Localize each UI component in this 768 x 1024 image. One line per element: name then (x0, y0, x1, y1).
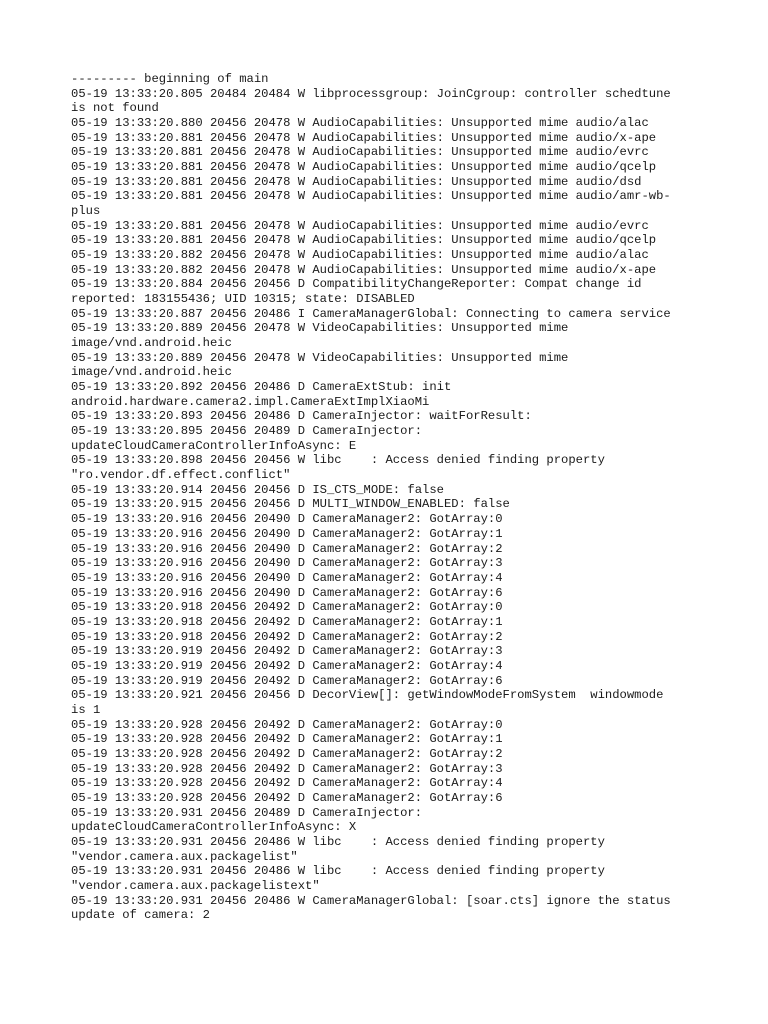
log-line: "vendor.camera.aux.packagelist" (71, 849, 298, 864)
log-line: 05-19 13:33:20.915 20456 20456 D MULTI_WINDOW_ENABLED: false (71, 497, 510, 512)
log-line: 05-19 13:33:20.889 20456 20478 W VideoCapabilities: Unsupported mime (71, 321, 569, 336)
log-line: 05-19 13:33:20.931 20456 20486 W CameraManagerGlobal: [soar.cts] ignore the status (71, 893, 671, 908)
log-line: 05-19 13:33:20.805 20484 20484 W libprocessgroup: JoinCgroup: controller schedtune (71, 86, 671, 101)
log-line: 05-19 13:33:20.931 20456 20486 W libc : Access denied finding property (71, 834, 605, 849)
log-line: 05-19 13:33:20.931 20456 20489 D CameraInjector: (71, 805, 423, 820)
log-line: "ro.vendor.df.effect.conflict" (71, 468, 291, 483)
log-line: 05-19 13:33:20.916 20456 20490 D CameraManager2: GotArray:2 (71, 541, 503, 556)
log-line: 05-19 13:33:20.928 20456 20492 D CameraManager2: GotArray:4 (71, 776, 503, 791)
log-line: 05-19 13:33:20.916 20456 20490 D CameraManager2: GotArray:3 (71, 556, 503, 571)
log-line: 05-19 13:33:20.919 20456 20492 D CameraManager2: GotArray:6 (71, 673, 503, 688)
log-line: image/vnd.android.heic (71, 336, 232, 351)
log-line: 05-19 13:33:20.928 20456 20492 D CameraManager2: GotArray:3 (71, 761, 503, 776)
log-line: 05-19 13:33:20.928 20456 20492 D CameraManager2: GotArray:2 (71, 746, 503, 761)
log-line: 05-19 13:33:20.916 20456 20490 D CameraManager2: GotArray:1 (71, 526, 503, 541)
log-line: 05-19 13:33:20.880 20456 20478 W AudioCapabilities: Unsupported mime audio/alac (71, 116, 649, 131)
log-output (71, 72, 696, 923)
log-line: 05-19 13:33:20.882 20456 20478 W AudioCapabilities: Unsupported mime audio/x-ape (71, 262, 657, 277)
log-line: 05-19 13:33:20.881 20456 20478 W AudioCapabilities: Unsupported mime audio/evrc (71, 218, 649, 233)
log-line: 05-19 13:33:20.928 20456 20492 D CameraManager2: GotArray:0 (71, 717, 503, 732)
log-line: 05-19 13:33:20.918 20456 20492 D CameraManager2: GotArray:0 (71, 600, 503, 615)
log-line: 05-19 13:33:20.921 20456 20456 D DecorView[]: getWindowModeFromSystem windowmode (71, 688, 664, 703)
log-line: 05-19 13:33:20.895 20456 20489 D CameraInjector: (71, 424, 423, 439)
log-line: is not found (71, 101, 159, 116)
log-line: 05-19 13:33:20.919 20456 20492 D CameraManager2: GotArray:4 (71, 658, 503, 673)
log-line: --------- beginning of main (71, 72, 269, 86)
log-line: 05-19 13:33:20.881 20456 20478 W AudioCapabilities: Unsupported mime audio/qcelp (71, 160, 657, 175)
log-line: 05-19 13:33:20.892 20456 20486 D CameraExtStub: init (71, 380, 452, 395)
log-line: 05-19 13:33:20.919 20456 20492 D CameraManager2: GotArray:3 (71, 644, 503, 659)
log-line: 05-19 13:33:20.928 20456 20492 D CameraManager2: GotArray:6 (71, 790, 503, 805)
log-line: 05-19 13:33:20.884 20456 20456 D CompatibilityChangeReporter: Compat change id (71, 277, 642, 292)
log-line: 05-19 13:33:20.916 20456 20490 D CameraManager2: GotArray:0 (71, 512, 503, 527)
log-line: 05-19 13:33:20.893 20456 20486 D CameraInjector: waitForResult: (71, 409, 532, 424)
log-line: android.hardware.camera2.impl.CameraExtImplXiaoMi (71, 394, 430, 409)
log-line: 05-19 13:33:20.881 20456 20478 W AudioCapabilities: Unsupported mime audio/evrc (71, 145, 649, 160)
log-line: 05-19 13:33:20.918 20456 20492 D CameraManager2: GotArray:1 (71, 614, 503, 629)
log-line: updateCloudCameraControllerInfoAsync: E (71, 438, 357, 453)
log-line: updateCloudCameraControllerInfoAsync: X (71, 820, 357, 835)
log-line: 05-19 13:33:20.931 20456 20486 W libc : Access denied finding property (71, 864, 605, 879)
log-line: 05-19 13:33:20.881 20456 20478 W AudioCapabilities: Unsupported mime audio/x-ape (71, 130, 657, 145)
log-line: 05-19 13:33:20.882 20456 20478 W AudioCapabilities: Unsupported mime audio/alac (71, 248, 649, 263)
log-line: "vendor.camera.aux.packagelistext" (71, 878, 320, 893)
log-line: 05-19 13:33:20.928 20456 20492 D CameraManager2: GotArray:1 (71, 732, 503, 747)
log-line: 05-19 13:33:20.881 20456 20478 W AudioCapabilities: Unsupported mime audio/qcelp (71, 233, 657, 248)
log-line: 05-19 13:33:20.916 20456 20490 D CameraManager2: GotArray:6 (71, 585, 503, 600)
log-line: is 1 (71, 702, 101, 717)
log-line: reported: 183155436; UID 10315; state: DISABLED (71, 292, 415, 307)
log-line: image/vnd.android.heic (71, 365, 232, 380)
log-line: update of camera: 2 (71, 908, 210, 923)
log-line: 05-19 13:33:20.881 20456 20478 W AudioCapabilities: Unsupported mime audio/dsd (71, 174, 642, 189)
log-line: 05-19 13:33:20.898 20456 20456 W libc : Access denied finding property (71, 453, 605, 468)
log-line: 05-19 13:33:20.916 20456 20490 D CameraManager2: GotArray:4 (71, 570, 503, 585)
log-line: 05-19 13:33:20.914 20456 20456 D IS_CTS_MODE: false (71, 482, 444, 497)
log-line: 05-19 13:33:20.918 20456 20492 D CameraManager2: GotArray:2 (71, 629, 503, 644)
log-line: 05-19 13:33:20.881 20456 20478 W AudioCapabilities: Unsupported mime audio/amr-wb- (71, 189, 671, 204)
log-line: plus (71, 204, 101, 219)
log-line: 05-19 13:33:20.889 20456 20478 W VideoCapabilities: Unsupported mime (71, 350, 569, 365)
log-line: 05-19 13:33:20.887 20456 20486 I CameraManagerGlobal: Connecting to camera service (71, 306, 671, 321)
